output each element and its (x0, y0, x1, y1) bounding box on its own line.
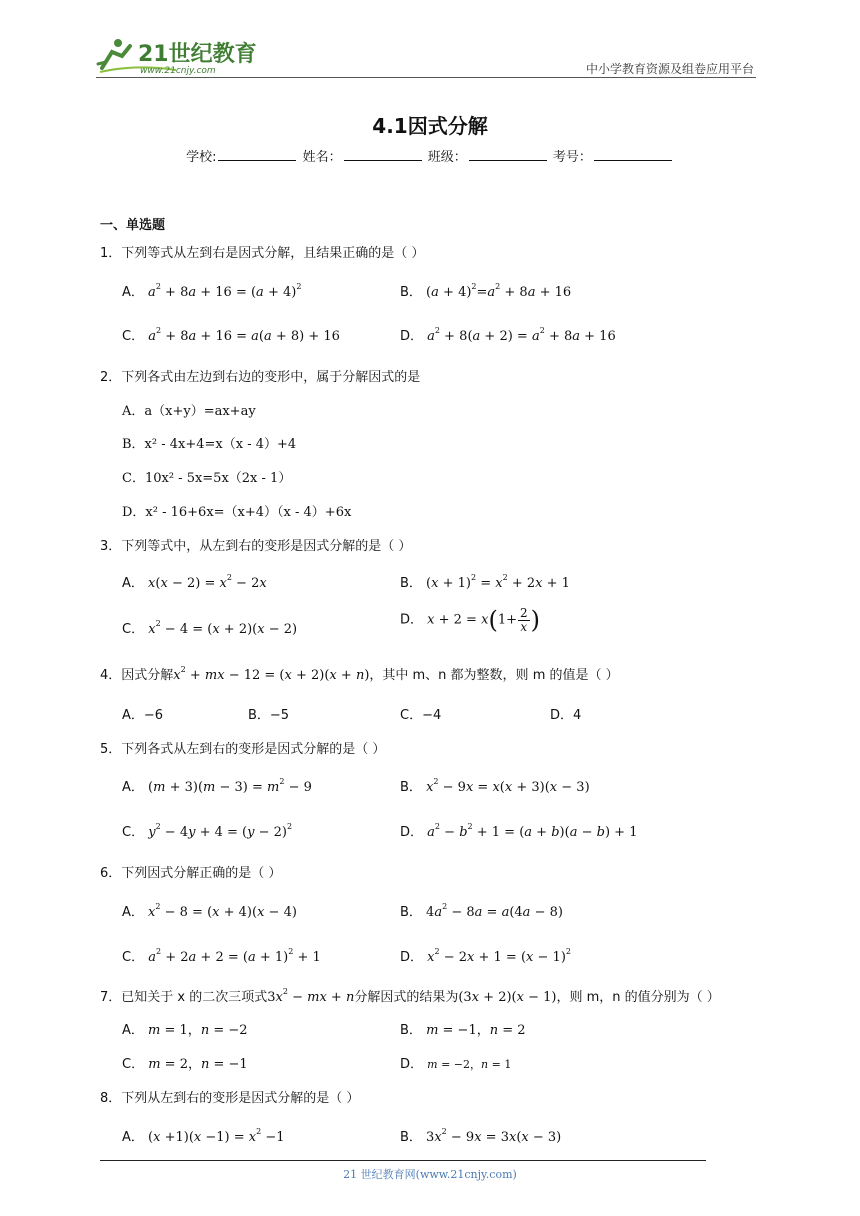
q3-option-c: C． $x^2 - 4 = (x + 2)(x - 2)$ (122, 619, 298, 637)
footer-divider (100, 1160, 706, 1161)
exam-no-blank (594, 148, 672, 161)
q8-option-a: A． $(x +1)(x -1) = x^2 -1$ (122, 1127, 285, 1145)
q3-option-b: B． $(x + 1)^2 = x^2 + 2x + 1$ (400, 573, 570, 591)
school-label: 学校: (186, 150, 217, 165)
q2-option-b: B．x² ‐ 4x+4=x（x ‐ 4）+4 (122, 437, 297, 452)
exam-no-label: 考号： (552, 150, 592, 165)
class-label: 班级： (427, 150, 467, 165)
question-7-stem: 7．已知关于 x 的二次三项式$3x^2$ − mx + n分解因式的结果为(3x + 2)(x − 1)，则 m，n 的值分别为（ ） (100, 987, 720, 1005)
q5-option-a: A． $(m + 3)(m - 3) = m^2 - 9$ (122, 777, 312, 795)
svg-text:21世纪教育: 21世纪教育 (138, 42, 257, 67)
q7-option-b: B． m = −1，n = 2 (400, 1023, 526, 1038)
question-1-stem: 1．下列等式从左到右是因式分解，且结果正确的是（ ） (100, 246, 425, 261)
q4-option-a: A．−6 (122, 708, 164, 723)
name-blank (344, 148, 422, 161)
q8-option-b: B． $3x^2 - 9x = 3x(x - 3)$ (400, 1127, 562, 1145)
question-4-stem: 4．因式分解$x^2$ + mx − 12 = (x + 2)(x + n)，其中 m、n 都为整数，则 m 的值是（ ） (100, 665, 619, 683)
page-header (0, 0, 860, 80)
question-6-stem: 6．下列因式分解正确的是（ ） (100, 866, 282, 881)
q5-option-c: C． $y^2 - 4y + 4 = (y - 2)^2$ (122, 822, 293, 840)
q1-option-c: C． $a^2 + 8a + 16 = a(a + 8) + 16$ (122, 326, 340, 344)
question-8-stem: 8．下列从左到右的变形是因式分解的是（ ） (100, 1091, 360, 1106)
q6-option-d: D． $x^2 - 2x + 1 = (x - 1)^2$ (400, 947, 571, 965)
class-blank (469, 148, 547, 161)
q4-option-b: B．−5 (248, 708, 290, 723)
platform-name: 中小学教育资源及组卷应用平台 (585, 62, 754, 76)
q6-option-c: C． $a^2 + 2a + 2 = (a + 1)^2 + 1$ (122, 947, 321, 965)
svg-text:www.21cnjy.com: www.21cnjy.com (140, 66, 216, 76)
q1-option-d: D． $a^2 + 8(a + 2) = a^2 + 8a + 16$ (400, 326, 616, 344)
q2-option-d: D．x² ‐ 16+6x=（x+4）（x ‐ 4）+6x (122, 505, 352, 520)
site-logo (96, 34, 266, 76)
q4-option-c: C．−4 (400, 708, 442, 723)
doc-title: 4.1因式分解 (372, 114, 488, 138)
q1-option-a: A． $a^2 + 8a + 16 = (a + 4)^2$ (122, 282, 302, 300)
q6-option-b: B． $4a^2 - 8a = a(4a - 8)$ (400, 902, 563, 920)
q2-option-a: A．a（x+y）=ax+ay (122, 404, 256, 419)
q7-option-d: D． m = −2，n = 1 (400, 1057, 512, 1072)
q2-option-c: C．10x² ‐ 5x=5x（2x ‐ 1） (122, 471, 292, 486)
header-divider (96, 77, 756, 78)
q7-option-a: A． m = 1，n = −2 (122, 1023, 248, 1038)
section-heading: 一、单选题 (100, 218, 166, 233)
q1-option-b: B． $(a + 4)^2=a^2 + 8a + 16$ (400, 282, 572, 300)
student-info-row (0, 146, 860, 165)
question-2-stem: 2．下列各式由左边到右边的变形中，属于分解因式的是 (100, 370, 421, 385)
q4-option-d: D．4 (550, 708, 582, 723)
q5-option-d: D． $a^2 - b^2 + 1 = (a + b)(a - b) + 1$ (400, 822, 638, 840)
name-label: 姓名： (302, 150, 342, 165)
q3-option-a: A． $x(x - 2) = x^2 - 2x$ (122, 573, 267, 591)
question-3-stem: 3．下列等式中，从左到右的变形是因式分解的是（ ） (100, 539, 412, 554)
question-5-stem: 5．下列各式从左到右的变形是因式分解的是（ ） (100, 742, 386, 757)
q3-option-d: D． x + 2 = x(1+ $\frac{2}{x}$ ) (400, 605, 540, 634)
q6-option-a: A． $x^2 - 8 = (x + 4)(x - 4)$ (122, 902, 297, 920)
school-blank (218, 148, 296, 161)
q7-option-c: C． m = 2，n = −1 (122, 1057, 248, 1072)
q5-option-b: B． $x^2 - 9x = x(x + 3)(x - 3)$ (400, 777, 590, 795)
footer-link[interactable]: 21 世纪教育网(www.21cnjy.com) (343, 1168, 517, 1181)
